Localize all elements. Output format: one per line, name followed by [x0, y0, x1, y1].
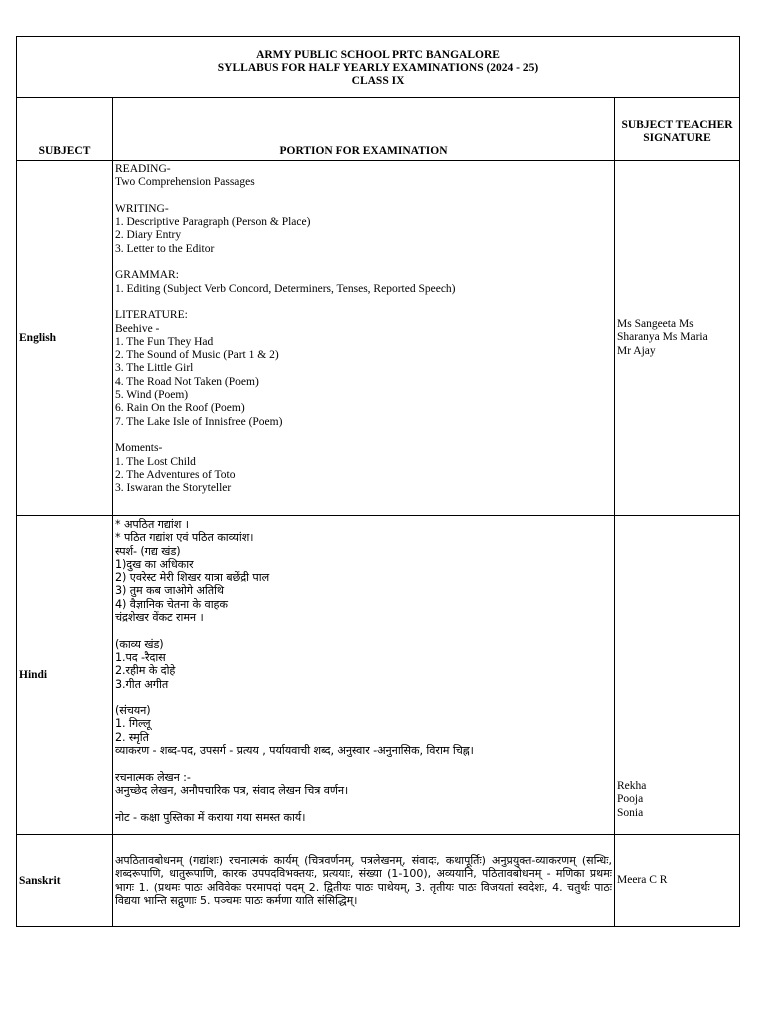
teacher-name: Pooja — [617, 793, 644, 806]
english-subject: English — [17, 161, 113, 516]
syllabus-line: 1. The Fun They Had — [115, 335, 214, 348]
syllabus-line: WRITING- — [115, 202, 169, 215]
blank-line — [115, 691, 612, 704]
blank-line — [115, 296, 612, 309]
syllabus-line: 1. The Lost Child — [115, 455, 196, 468]
hindi-teachers — [615, 516, 740, 835]
syllabus-line: 2) एवरेस्ट मेरी शिखर यात्रा बछेंद्री पाल — [115, 571, 270, 585]
syllabus-line: 2. Diary Entry — [115, 229, 182, 242]
syllabus-line: 4) वैज्ञानिक चेतना के वाहक — [115, 597, 228, 611]
syllabus-line: स्पर्श- (गद्य खंड) — [115, 544, 181, 558]
syllabus-line: 3. Letter to the Editor — [115, 242, 215, 255]
syllabus-table — [16, 36, 740, 927]
syllabus-line: 5. Wind (Poem) — [115, 389, 189, 402]
syllabus-line: अनुच्छेद लेखन, अनौपचारिक पत्र, संवाद लेखन चित्र वर्णन। — [115, 783, 349, 797]
teacher-name: Sharanya Ms Maria — [617, 331, 708, 344]
hindi-row — [17, 516, 740, 835]
class-label: CLASS IX — [351, 74, 405, 87]
syllabus-line: READING- — [115, 163, 171, 175]
blank-line — [115, 190, 612, 203]
english-portion — [113, 161, 615, 516]
syllabus-line: 2. The Sound of Music (Part 1 & 2) — [115, 349, 279, 362]
syllabus-line: चंद्रशेखर वेंकट रामन । — [115, 611, 204, 625]
blank-line — [115, 757, 612, 770]
portion-column-header: PORTION FOR EXAMINATION — [113, 98, 615, 161]
subject-column-header: SUBJECT — [17, 98, 113, 161]
syllabus-line: 2. स्मृति — [115, 730, 149, 744]
blank-line — [115, 429, 612, 442]
syllabus-line: Moments- — [115, 442, 163, 455]
syllabus-line: व्याकरण - शब्द-पद, उपसर्ग - प्रत्यय , पर्यायवाची शब्द, अनुस्वार -अनुनासिक, विराम चिह्न। — [115, 744, 474, 758]
syllabus-line: 4. The Road Not Taken (Poem) — [115, 375, 259, 388]
sanskrit-row — [17, 835, 740, 927]
syllabus-line: 3) तुम कब जाओगे अतिथि — [115, 584, 224, 598]
hindi-subject: Hindi — [17, 516, 113, 835]
syllabus-line: LITERATURE: — [115, 309, 188, 322]
hindi-portion — [113, 516, 615, 835]
syllabus-line: 1. Editing (Subject Verb Concord, Determiners, Tenses, Reported Speech) — [115, 282, 456, 295]
syllabus-line: GRAMMAR: — [115, 269, 179, 282]
teacher-name: Sonia — [617, 806, 644, 819]
syllabus-line: 3. The Little Girl — [115, 362, 194, 375]
syllabus-line: 1. Descriptive Paragraph (Person & Place) — [115, 216, 311, 229]
sanskrit-subject: Sanskrit — [17, 835, 113, 927]
teacher-header-line2: SIGNATURE — [643, 132, 711, 144]
syllabus-line: 1)दुख का अधिकार — [115, 557, 194, 571]
syllabus-line: 1.पद -रैदास — [115, 650, 166, 664]
teacher-name: Ms Sangeeta Ms — [617, 318, 694, 331]
syllabus-line: 7. The Lake Isle of Innisfree (Poem) — [115, 415, 283, 428]
syllabus-line: 2. The Adventures of Toto — [115, 468, 236, 481]
english-row — [17, 161, 740, 516]
blank-line — [115, 256, 612, 269]
title-row — [17, 37, 740, 98]
school-name: ARMY PUBLIC SCHOOL PRTC BANGALORE — [256, 48, 500, 61]
syllabus-line: Two Comprehension Passages — [115, 176, 255, 189]
syllabus-line: रचनात्मक लेखन :- — [115, 770, 191, 784]
syllabus-line: 3. Iswaran the Storyteller — [115, 482, 232, 495]
syllabus-line: (संचयन) — [115, 704, 151, 718]
teacher-name: Rekha — [617, 780, 647, 793]
teacher-name: Mr Ajay — [617, 344, 656, 357]
syllabus-line: 3.गीत अगीत — [115, 677, 169, 691]
column-header-row — [17, 98, 740, 161]
syllabus-line: 1. गिल्लू — [115, 717, 151, 731]
syllabus-line: Beehive - — [115, 322, 160, 335]
english-teachers — [615, 161, 740, 516]
syllabus-title: SYLLABUS FOR HALF YEARLY EXAMINATIONS (2024 - 25) — [217, 61, 539, 74]
sanskrit-portion: अपठितावबोधनम् (गद्यांशः) रचनात्मकं कार्यम् (चित्रवर्णनम्, पत्रलेखनम्, संवादः, कथापूर्तिः) अनुप्रयुक्त-व्याकरणम् (सन्धिः, शब्दरूपाणि, धातुरूपाणि, कारक उपपदविभक्तयः, प्रत्ययाः, संख्या (1-100), अव्ययानि, पठितावबोधनम् - मणिका प्रथमः भागः 1. (प्रथमः पाठः अविवेकः परमापदां पदम् 2. द्वितीयः पाठः पाथेयम्, 3. तृतीयः पाठः विजयतां स्वदेशः, 4. चतुर्थः पाठः विद्यया भान्ति सद्गुणाः 5. पञ्चमः पाठः कर्मणा याति संसिद्धिम्। — [113, 835, 615, 927]
syllabus-line: * अपठित गद्यांश । — [115, 518, 189, 531]
teacher-name: Meera C R — [617, 873, 668, 886]
syllabus-line: 2.रहीम के दोहे — [115, 664, 176, 678]
teacher-header-line1: SUBJECT TEACHER — [621, 119, 733, 131]
blank-line — [115, 797, 612, 810]
syllabus-line: नोट - कक्षा पुस्तिका में कराया गया समस्त कार्य। — [115, 810, 306, 824]
sanskrit-teachers — [615, 835, 740, 927]
syllabus-line: * पठित गद्यांश एवं पठित काव्यांश। — [115, 531, 254, 545]
document-header — [17, 37, 740, 98]
syllabus-line: (काव्य खंड) — [115, 637, 164, 651]
teacher-column-header — [615, 98, 740, 161]
syllabus-line: 6. Rain On the Roof (Poem) — [115, 402, 245, 415]
blank-line — [115, 624, 612, 637]
